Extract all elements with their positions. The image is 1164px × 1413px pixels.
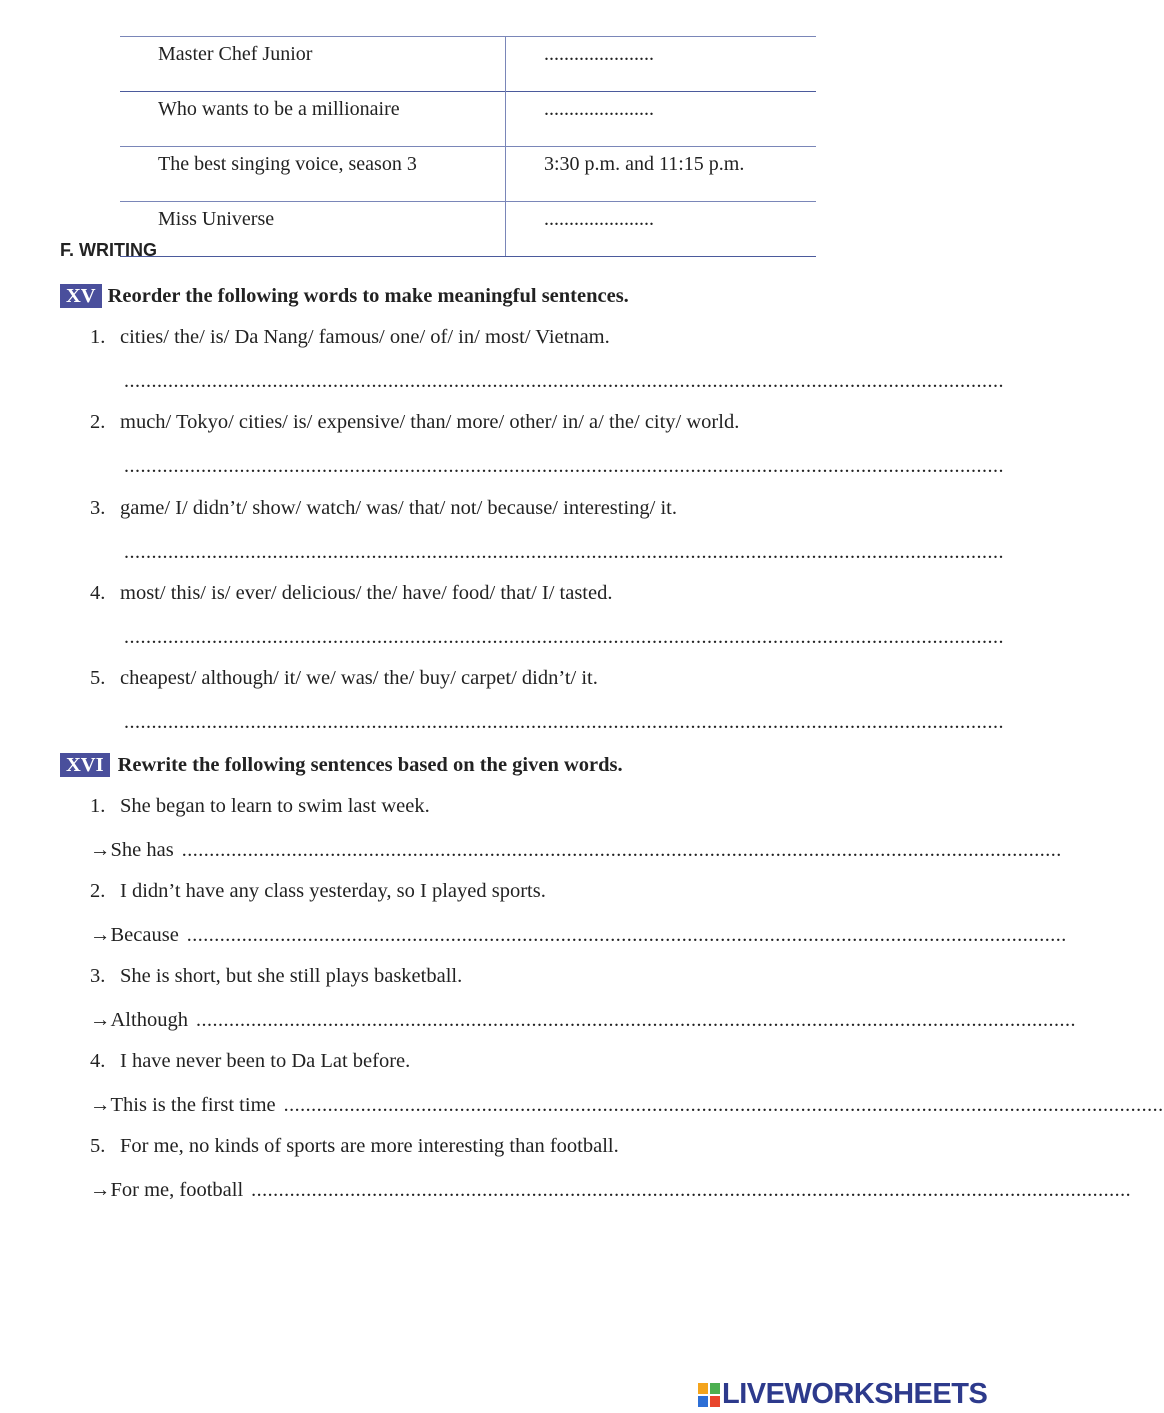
item-text: cheapest/ although/ it/ we/ was/ the/ buy/ carpet/ didn’t/ it. [120,667,598,689]
rewrite-row [90,1091,1164,1117]
logo-text: LIVEWORKSHEETS [722,1378,988,1410]
item-text: I have never been to Da Lat before. [120,1050,411,1072]
logo-square [698,1396,708,1407]
arrow-icon: → [90,1009,111,1031]
program-cell: The best singing voice, season 3 [120,147,506,202]
logo-grid-icon [698,1383,720,1407]
exercise-16-heading [60,753,623,777]
time-cell: 3:30 p.m. and 11:15 p.m. [506,147,817,202]
item-number: 4. [90,1050,106,1072]
section-title: F. WRITING [60,240,157,260]
item-number: 1. [90,326,106,348]
item-number: 3. [90,497,106,519]
answer-field[interactable]: ................................................................................................................................................................ [124,370,1004,392]
time-answer-field[interactable]: ...................... [506,202,817,257]
item-text: cities/ the/ is/ Da Nang/ famous/ one/ of/ in/ most/ Vietnam. [120,326,610,348]
program-cell: Miss Universe [120,202,506,257]
rewrite-prompt: Because [110,924,179,946]
table-row [120,37,816,92]
table-row [120,92,816,147]
rewrite-prompt: Although [110,1009,188,1031]
item-text: She began to learn to swim last week. [120,795,430,817]
answer-field[interactable]: ................................................................................................................................................................ [181,839,1062,861]
list-item [90,965,810,988]
item-text: most/ this/ is/ ever/ delicious/ the/ have/ food/ that/ I/ tasted. [120,582,613,604]
list-item [90,880,810,903]
program-cell: Master Chef Junior [120,37,506,92]
answer-field[interactable]: ................................................................................................................................................................ [124,455,1004,477]
arrow-icon: → [90,1179,111,1201]
item-text: I didn’t have any class yesterday, so I played sports. [120,880,546,902]
list-item [90,795,810,818]
time-answer-field[interactable]: ...................... [506,37,817,92]
list-item [90,582,810,605]
table-row [120,147,816,202]
answer-field[interactable]: ................................................................................................................................................................ [124,626,1004,648]
exercise-instruction: Rewrite the following sentences based on the given words. [117,753,623,776]
logo-square [698,1383,708,1394]
list-item [90,1135,810,1158]
item-text: For me, no kinds of sports are more interesting than football. [120,1135,619,1157]
item-number: 2. [90,880,106,902]
exercise-badge: XV [60,284,102,308]
list-item [90,1050,810,1073]
rewrite-row [90,836,1062,862]
item-number: 5. [90,1135,106,1157]
item-number: 4. [90,582,106,604]
list-item [90,411,810,434]
rewrite-row [90,1006,1076,1032]
list-item [90,326,810,349]
item-number: 3. [90,965,106,987]
item-number: 2. [90,411,106,433]
rewrite-prompt: For me, football [110,1179,244,1201]
item-text: much/ Tokyo/ cities/ is/ expensive/ than/ more/ other/ in/ a/ the/ city/ world. [120,411,740,433]
tv-schedule-table [120,36,816,257]
rewrite-row [90,921,1067,947]
rewrite-row [90,1176,1132,1202]
answer-field[interactable]: ................................................................................................................................................................ [124,541,1004,563]
answer-field[interactable]: ................................................................................................................................................................ [186,924,1067,946]
rewrite-prompt: This is the first time [110,1094,276,1116]
answer-field[interactable]: ................................................................................................................................................................ [283,1094,1164,1116]
exercise-15-heading [60,284,629,308]
answer-field[interactable]: ................................................................................................................................................................ [195,1009,1076,1031]
exercise-badge: XVI [60,753,110,777]
item-text: She is short, but she still plays basketball. [120,965,463,987]
rewrite-prompt: She has [110,839,174,861]
program-cell: Who wants to be a millionaire [120,92,506,147]
item-text: game/ I/ didn’t/ show/ watch/ was/ that/ not/ because/ interesting/ it. [120,497,677,519]
item-number: 1. [90,795,106,817]
arrow-icon: → [90,924,111,946]
list-item [90,497,810,520]
list-item [90,667,810,690]
liveworksheets-logo [698,1378,987,1411]
arrow-icon: → [90,1094,111,1116]
table-row [120,202,816,257]
item-number: 5. [90,667,106,689]
arrow-icon: → [90,839,111,861]
answer-field[interactable]: ................................................................................................................................................................ [124,711,1004,733]
answer-field[interactable]: ................................................................................................................................................................ [251,1179,1132,1201]
exercise-instruction: Reorder the following words to make meaningful sentences. [107,284,629,307]
time-answer-field[interactable]: ...................... [506,92,817,147]
logo-square [710,1396,720,1407]
logo-square [710,1383,720,1394]
